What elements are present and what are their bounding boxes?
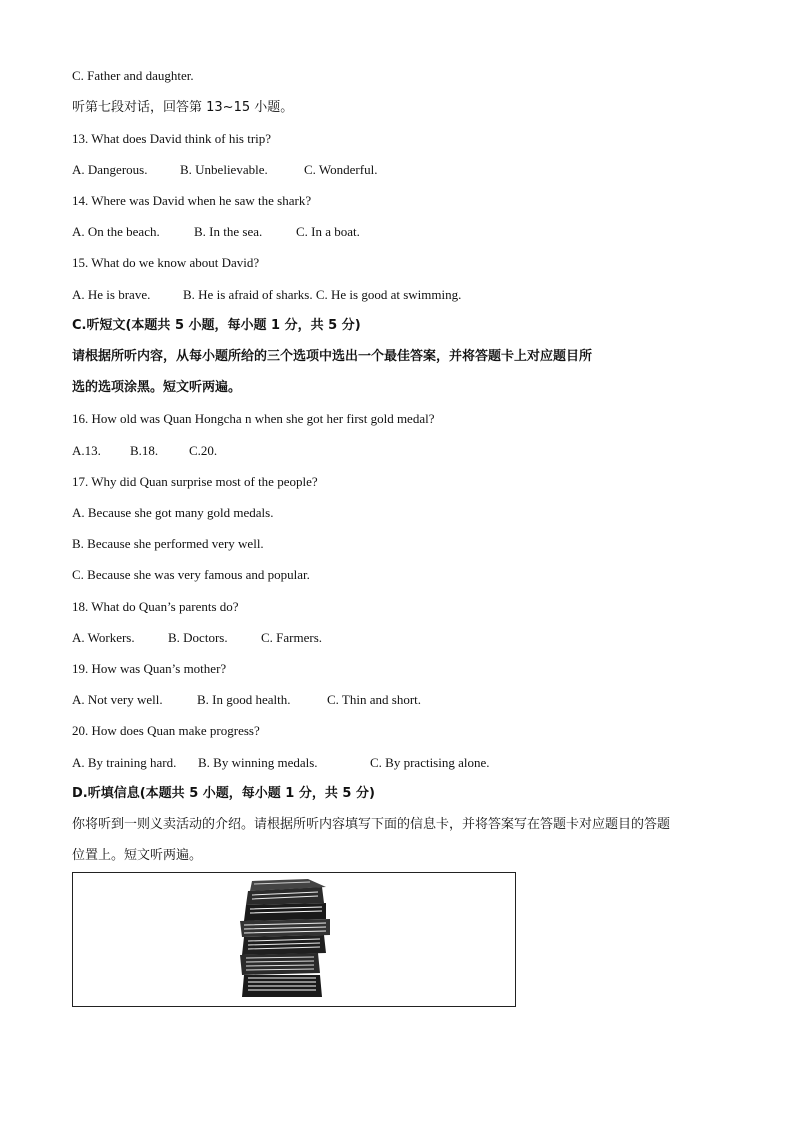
question-17: 17. Why did Quan surprise most of the people? [72,474,318,489]
option-q13-b: B. Unbelievable. [180,162,268,177]
options-q14 [72,224,360,240]
section-d-heading: D.听填信息(本题共 5 小题，每小题 1 分，共 5 分) [72,786,375,801]
option-q14-c: C. In a boat. [296,224,360,239]
options-q19 [72,692,421,708]
option-q19-c: C. Thin and short. [327,692,422,707]
question-15: 15. What do we know about David? [72,255,260,270]
option-q14-b: B. In the sea. [194,224,263,239]
option-q13-c: C. Wonderful. [304,162,378,177]
option-q19-a: A. Not very well. [72,692,163,707]
options-q20 [72,755,490,771]
option-q18-a: A. Workers. [72,630,135,645]
section-instruction-q13-15: 听第七段对话，回答第 13~15 小题。 [72,100,294,115]
option-q19-b: B. In good health. [197,692,291,707]
question-13: 13. What does David think of his trip? [72,131,272,146]
option-q20-b: B. By winning medals. [198,755,318,770]
section-c-instruction-line2: 选的选项涂黑。短文听两遍。 [72,380,242,395]
section-c-instruction-line1: 请根据所听内容，从每小题所给的三个选项中选出一个最佳答案，并将答题卡上对应题目所 [72,349,593,364]
info-card-box [72,872,516,1007]
option-q17-c: C. Because she was very famous and popular. [72,567,310,582]
option-q15-a: A. He is brave. [72,287,151,302]
section-c-heading: C.听短文(本题共 5 小题，每小题 1 分，共 5 分) [72,318,361,333]
options-q15 [72,287,461,303]
option-q14-a: A. On the beach. [72,224,160,239]
option-q15-b-c: B. He is afraid of sharks. C. He is good at swimming. [183,287,462,302]
stack-of-books-icon [238,879,334,997]
option-q13-a: A. Dangerous. [72,162,148,177]
option-line-q12c: C. Father and daughter. [72,68,194,83]
question-16: 16. How old was Quan Hongcha n when she got her first gold medal? [72,411,435,426]
options-q16 [72,443,217,459]
question-18: 18. What do Quan’s parents do? [72,599,239,614]
option-q16-a: A.13. [72,443,101,458]
section-d-instruction-line2: 位置上。短文听两遍。 [72,848,203,863]
option-q17-b: B. Because she performed very well. [72,536,264,551]
option-q16-b: B.18. [130,443,159,458]
option-q16-c: C.20. [189,443,218,458]
option-q18-c: C. Farmers. [261,630,323,645]
options-q18 [72,630,322,646]
option-q20-a: A. By training hard. [72,755,177,770]
question-19: 19. How was Quan’s mother? [72,661,227,676]
option-q18-b: B. Doctors. [168,630,228,645]
question-20: 20. How does Quan make progress? [72,723,260,738]
option-q20-c: C. By practising alone. [370,755,490,770]
options-q13 [72,162,377,178]
option-q17-a: A. Because she got many gold medals. [72,505,274,520]
section-d-instruction-line1: 你将听到一则义卖活动的介绍。请根据所听内容填写下面的信息卡，并将答案写在答题卡对应题目的答题 [72,817,671,832]
question-14: 14. Where was David when he saw the shark? [72,193,312,208]
